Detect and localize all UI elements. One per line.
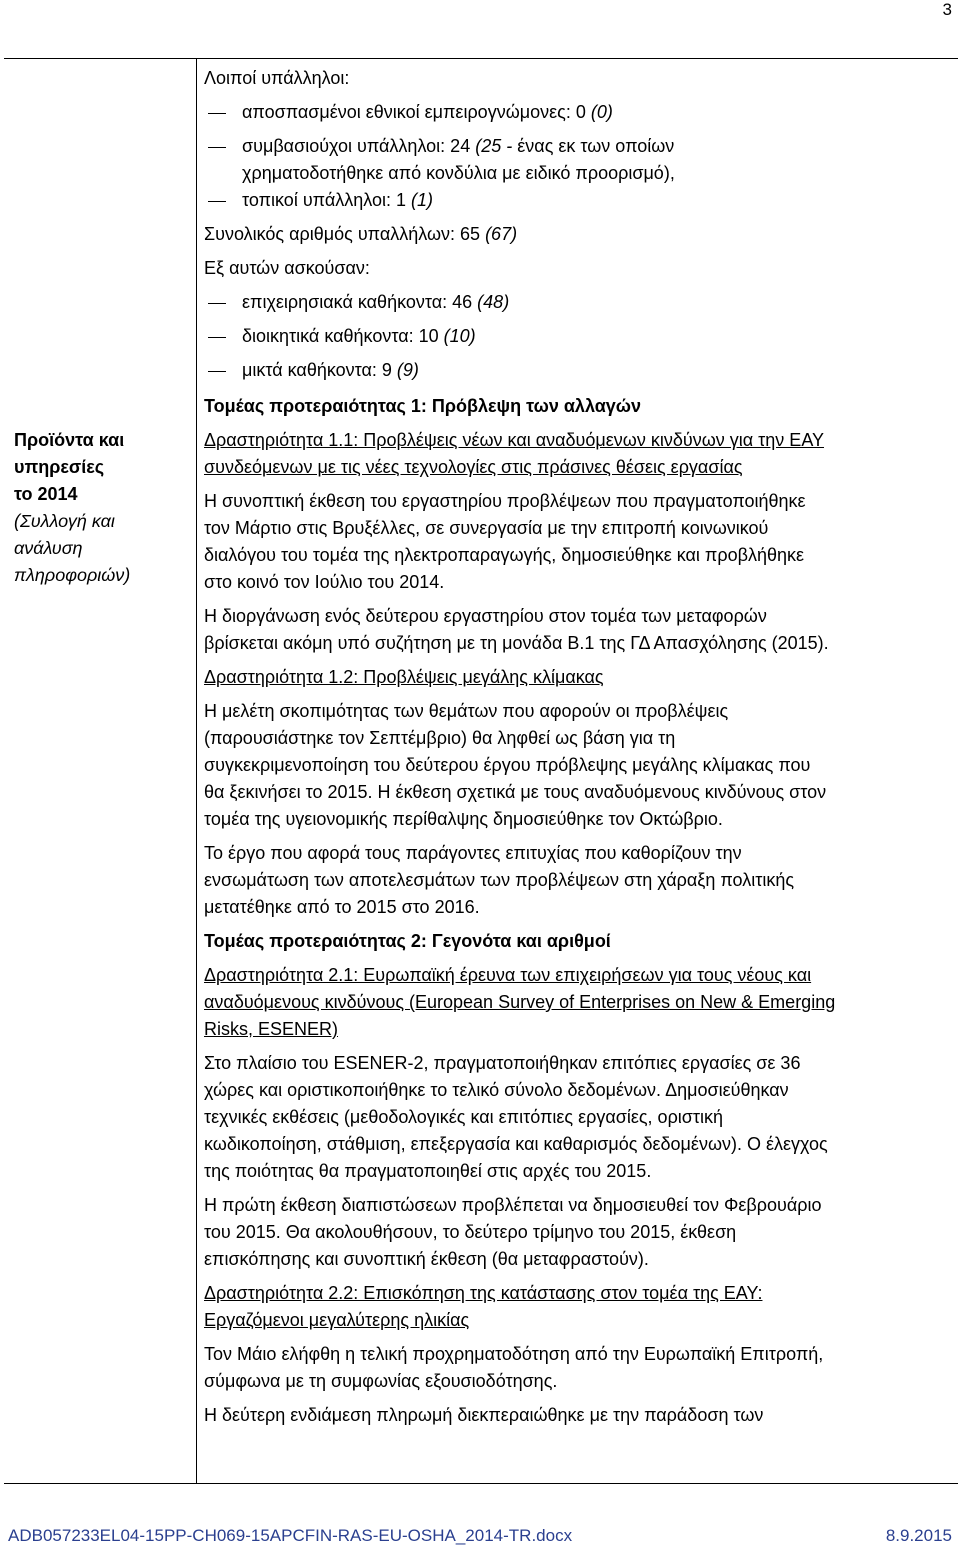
staff-item-note: ένας εκ των οποίων (517, 136, 675, 156)
duty-item-text: μικτά καθήκοντα: 9 (242, 360, 392, 380)
activity-heading: Εργαζόμενοι μεγαλύτερης ηλικίας (204, 1310, 470, 1330)
duty-item-text: διοικητικά καθήκοντα: 10 (242, 326, 439, 346)
paragraph-line: θα ξεκινήσει το 2015. Η έκθεση σχετικά με τους αναδυόμενους κινδύνους στον (204, 782, 827, 802)
duty-item (204, 357, 952, 384)
paragraph-line: της ποιότητας θα πραγματοποιηθεί στις αρχές του 2015. (204, 1161, 652, 1181)
paragraph-line: συγκεκριμενοποίηση του δεύτερου έργου πρόβλεψης μεγάλης κλίμακας που (204, 755, 811, 775)
section-subtitle-line: πληροφοριών) (14, 565, 131, 585)
paragraph-line: Στο πλαίσιο του ESENER-2, πραγματοποιήθηκαν επιτόπιες εργασίες σε 36 (204, 1053, 801, 1073)
paragraph-line: ενσωμάτωση των αποτελεσμάτων των προβλέψεων στη χάραξη πολιτικής (204, 870, 795, 890)
paragraph-line: Το έργο που αφορά τους παράγοντες επιτυχίας που καθορίζουν την (204, 843, 742, 863)
staff-item-text: αποσπασμένοι εθνικοί εμπειρογνώμονες: 0 (242, 102, 586, 122)
duty-item (204, 323, 952, 350)
footer-filename: ADB057233EL04-15PP-CH069-15APCFIN-RAS-EU-OSHA_2014-TR.docx (8, 1526, 573, 1545)
activity-heading: Δραστηριότητα 1.1: Προβλέψεις νέων και αναδυόμενων κινδύνων για την ΕΑΥ (204, 430, 824, 450)
activity-heading: Δραστηριότητα 2.2: Επισκόπηση της κατάστασης στον τομέα της ΕΑΥ: (204, 1283, 763, 1303)
paragraph-line: μετατέθηκε από το 2015 στο 2016. (204, 897, 480, 917)
paragraph-line: Η διοργάνωση ενός δεύτερου εργαστηρίου στον τομέα των μεταφορών (204, 606, 767, 626)
staff-item-continuation: χρηματοδοτήθηκε από κονδύλια με ειδικό προορισμό), (242, 163, 675, 183)
paragraph-line: Η πρώτη έκθεση διαπιστώσεων προβλέπεται να δημοσιευθεί τον Φεβρουάριο (204, 1195, 822, 1215)
paragraph-line: βρίσκεται ακόμη υπό συζήτηση με τη μονάδα Β.1 της ΓΔ Απασχόλησης (2015). (204, 633, 829, 653)
staff-total-previous: (67) (485, 224, 518, 244)
section-title-line: το 2014 (14, 484, 78, 504)
duty-item-text: επιχειρησιακά καθήκοντα: 46 (242, 292, 473, 312)
activity-heading: αναδυόμενους κινδύνους (European Survey of Enterprises on New & Emerging (204, 992, 836, 1012)
paragraph-line: του 2015. Θα ακολουθήσουν, το δεύτερο τρίμηνο του 2015, έκθεση (204, 1222, 737, 1242)
staff-total-text: Συνολικός αριθμός υπαλλήλων: 65 (204, 224, 481, 244)
paragraph-line: Η συνοπτική έκθεση του εργαστηρίου προβλέψεων που πραγματοποιήθηκε (204, 491, 806, 511)
section-label (14, 427, 192, 589)
section-title-line: Προϊόντα και (14, 430, 125, 450)
paragraph-line: τομέα της υγειονομικής περίθαλψης δημοσιεύθηκε τον Οκτώβριο. (204, 809, 723, 829)
activity-heading: Risks, ESENER) (204, 1019, 339, 1039)
staff-total (204, 221, 952, 248)
staff-item (204, 187, 952, 214)
duty-item-previous: (10) (443, 326, 476, 346)
staff-heading: Λοιποί υπάλληλοι: (204, 68, 350, 88)
paragraph-line: κωδικοποίηση, στάθμιση, επεξεργασία και καθαρισμός δεδομένων). Ο έλεγχος (204, 1134, 828, 1154)
paragraph-line: Η δεύτερη ενδιάμεση πληρωμή διεκπεραιώθηκε με την παράδοση των (204, 1405, 764, 1425)
paragraph-line: Η μελέτη σκοπιμότητας των θεμάτων που αφορούν οι προβλέψεις (204, 701, 729, 721)
paragraph-line: στο κοινό τον Ιούλιο του 2014. (204, 572, 445, 592)
duty-item-previous: (9) (396, 360, 419, 380)
priority-area-heading: Τομέας προτεραιότητας 2: Γεγονότα και αριθμοί (204, 931, 611, 951)
paragraph-line: Τον Μάιο ελήφθη η τελική προχρηματοδότηση από την Ευρωπαϊκή Επιτροπή, (204, 1344, 824, 1364)
paragraph-line: διαλόγου του τομέα της ηλεκτροπαραγωγής, δημοσιεύθηκε και προβλήθηκε (204, 545, 804, 565)
priority-area-heading: Τομέας προτεραιότητας 1: Πρόβλεψη των αλλαγών (204, 396, 642, 416)
activity-heading: Δραστηριότητα 1.2: Προβλέψεις μεγάλης κλίμακας (204, 667, 604, 687)
document-table (4, 58, 958, 1484)
column-divider (196, 59, 197, 1483)
section-subtitle-line: ανάλυση (14, 538, 83, 558)
paragraph-line: επισκόπησης και συνοπτική έκθεση (θα μεταφραστούν). (204, 1249, 649, 1269)
page-number: 3 (942, 0, 952, 19)
staff-item-previous: (0) (590, 102, 613, 122)
paragraph-line: (παρουσιάστηκε τον Σεπτέμβριο) θα ληφθεί ως βάση για τη (204, 728, 676, 748)
staff-item (204, 99, 952, 126)
section-title-line: υπηρεσίες (14, 457, 105, 477)
duties-heading: Εξ αυτών ασκούσαν: (204, 258, 370, 278)
staff-item-previous: (1) (411, 190, 434, 210)
paragraph-line: τεχνικές εκθέσεις (μεθοδολογικές και επιτόπιες εργασίες, οριστική (204, 1107, 724, 1127)
paragraph-line: σύμφωνα με τη συμφωνίας εξουσιοδότησης. (204, 1371, 558, 1391)
activity-heading: Δραστηριότητα 2.1: Ευρωπαϊκή έρευνα των επιχειρήσεων για τους νέους και (204, 965, 812, 985)
staff-item-text: συμβασιούχοι υπάλληλοι: 24 (242, 136, 471, 156)
section-subtitle-line: (Συλλογή και (14, 511, 115, 531)
staff-item-text: τοπικοί υπάλληλοι: 1 (242, 190, 406, 210)
duty-item-previous: (48) (477, 292, 510, 312)
activity-heading: συνδεόμενων με τις νέες τεχνολογίες στις πράσινες θέσεις εργασίας (204, 457, 743, 477)
staff-item-previous: (25 - (475, 136, 513, 156)
duty-item (204, 289, 952, 316)
paragraph-line: χώρες και οριστικοποιήθηκε το τελικό σύνολο δεδομένων. Δημοσιεύθηκαν (204, 1080, 789, 1100)
paragraph-line: τον Μάρτιο στις Βρυξέλλες, σε συνεργασία με την επιτροπή κοινωνικού (204, 518, 769, 538)
staff-item (204, 133, 952, 160)
footer-date: 8.9.2015 (885, 1526, 952, 1545)
section-content (204, 65, 952, 1429)
